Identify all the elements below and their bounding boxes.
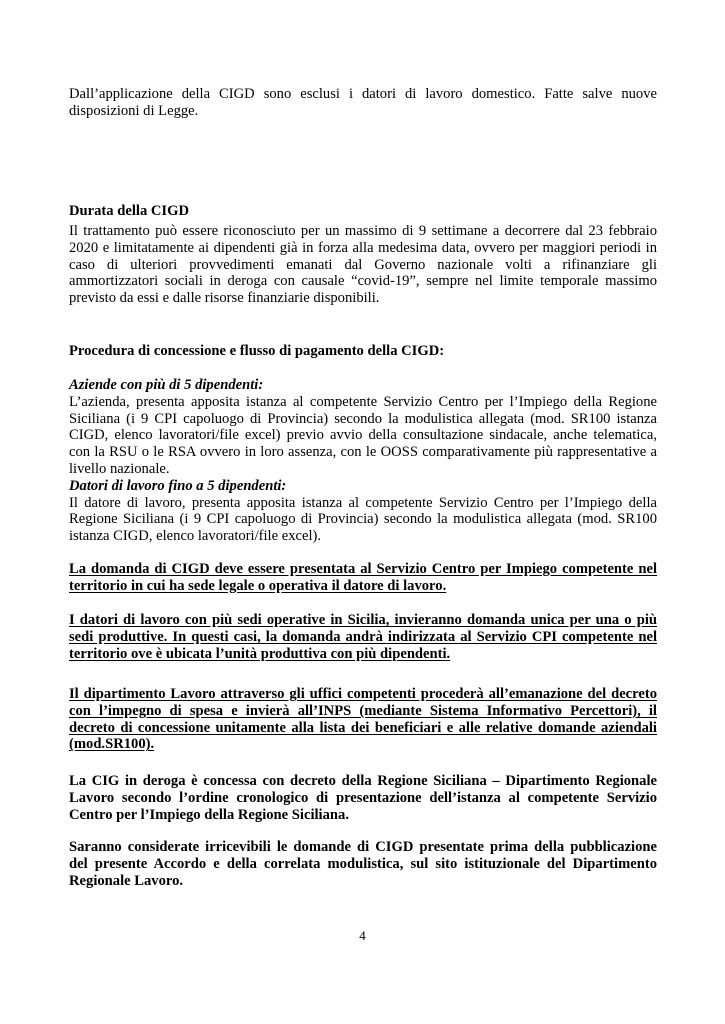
text-line: livello nazionale. <box>69 460 170 477</box>
procedura-oltre-5 <box>69 377 657 545</box>
text-line: territorio in cui ha sede legale o operativa il datore di lavoro. <box>69 577 447 594</box>
note-sedi <box>69 612 657 662</box>
text-line: Il datore di lavoro, presenta apposita istanza al competente Servizio Centro per l’Impiego della <box>69 494 657 511</box>
text-line: Il dipartimento Lavoro attraverso gli uffici competenti procederà all’emanazione del decreto <box>69 686 657 702</box>
text-line: territorio ove è ubicata l’unità produttiva con più dipendenti. <box>69 645 451 662</box>
subheading: Datori di lavoro fino a 5 dipendenti: <box>69 477 287 494</box>
intro-paragraph <box>69 86 657 120</box>
note-domanda <box>69 561 657 595</box>
text-line: previsto da essi e dalle risorse finanziarie disponibili. <box>69 290 380 307</box>
text-line: La domanda di CIGD deve essere presentata al Servizio Centro per Impiego competente nel <box>69 561 657 577</box>
text-line: caso di ulteriori provvedimenti emanati dal Governo nazionale volti a rifinanziare gli <box>69 256 657 273</box>
text-line: CIGD, elenco lavoratori/file excel) previo avvio della consultazione sindacale, anche telematica, <box>69 427 657 444</box>
text-line: con la RSU o le RSA ovvero in loro assenza, con le OOSS comparativamente più rappresentative a <box>69 444 657 461</box>
text-line: Siciliana (i 9 CPI capoluogo di Provincia) secondo la modulistica allegata (mod. SR100 istanza <box>69 410 657 427</box>
text-line: istanza CIGD, elenco lavoratori/file excel). <box>69 528 322 545</box>
text-line: L’azienda, presenta apposita istanza al competente Servizio Centro per l’Impiego della Regione <box>69 393 657 410</box>
text-line: Regione Siciliana (i 9 CPI capoluogo di Provincia) secondo la modulistica allegata (mod. SR100 <box>69 511 657 528</box>
text-line: del presente Accordo e della correlata modulistica, sul sito istituzionale del Dipartimento <box>69 855 657 872</box>
note-cig-deroga <box>69 773 657 823</box>
text-line: Saranno considerate irricevibili le domande di CIGD presentate prima della pubblicazione <box>69 839 657 855</box>
text-line: La CIG in deroga è concessa con decreto della Regione Siciliana – Dipartimento Regionale <box>69 773 657 789</box>
text-line: con l’impegno di spesa e invierà all’INPS (mediante Sistema Informativo Percettori), il <box>69 702 657 719</box>
note-irricevibili <box>69 839 657 889</box>
page-number: 4 <box>359 928 366 943</box>
section-heading: Durata della CIGD <box>69 203 189 219</box>
text-line: Centro per l’Impiego della Regione Siciliana. <box>69 806 349 823</box>
text-line: sedi produttive. In questi casi, la domanda andrà indirizzata al Servizio CPI competente nel <box>69 628 657 645</box>
section-durata <box>69 203 657 220</box>
text-line: (mod.SR100). <box>69 736 155 753</box>
section-heading: Procedura di concessione e flusso di pagamento della CIGD: <box>69 343 445 359</box>
text-line: Dall’applicazione della CIGD sono esclusi i datori di lavoro domestico. Fatte salve nuove <box>69 86 657 102</box>
section-procedura <box>69 343 657 360</box>
subheading: Aziende con più di 5 dipendenti: <box>69 377 264 393</box>
text-line: disposizioni di Legge. <box>69 102 199 119</box>
text-line: ammortizzatori sociali in deroga con causale “covid-19”, sempre nel limite temporale massimo <box>69 273 657 290</box>
note-dipartimento <box>69 686 657 753</box>
text-line: 2020 e limitatamente ai dipendenti già in forza alla medesima data, ovvero per maggiori periodi in <box>69 239 657 256</box>
text-line: Lavoro secondo l’ordine cronologico di presentazione dell’istanza al competente Servizio <box>69 789 657 806</box>
text-line: I datori di lavoro con più sedi operative in Sicilia, invieranno domanda unica per una o più <box>69 612 657 628</box>
text-line: Il trattamento può essere riconosciuto per un massimo di 9 settimane a decorrere dal 23 febbraio <box>69 223 657 239</box>
text-line: Regionale Lavoro. <box>69 872 184 889</box>
durata-paragraph <box>69 223 657 307</box>
text-line: decreto di concessione unitamente alla lista dei beneficiari e alle relative domande aziendali <box>69 719 657 736</box>
